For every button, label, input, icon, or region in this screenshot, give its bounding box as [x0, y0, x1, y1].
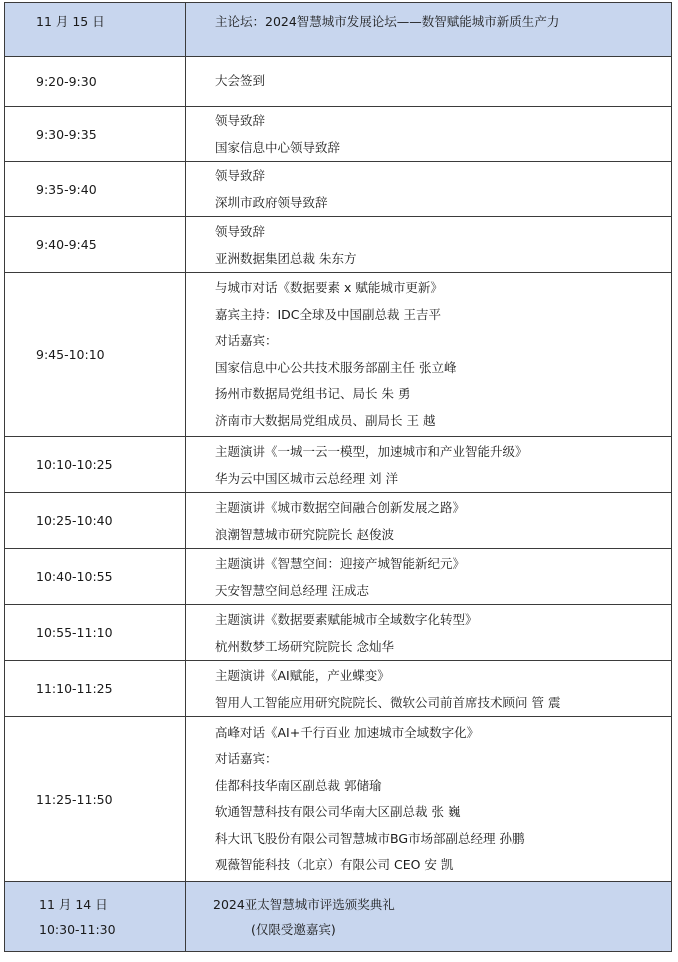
awards-datetime — [5, 882, 186, 952]
session-details — [186, 717, 672, 882]
session-details — [186, 437, 672, 493]
awards-row — [5, 882, 672, 952]
session-title: 主题演讲《数据要素赋能城市全域数字化转型》 — [215, 611, 478, 627]
session-line: 佳都科技华南区副总裁 郭储瑜 — [215, 777, 382, 793]
session-details — [186, 162, 672, 217]
session-details — [186, 605, 672, 661]
session-details — [186, 273, 672, 437]
awards-details — [186, 882, 672, 952]
session-time: 11:25-11:50 — [5, 717, 186, 882]
session-line: 天安智慧空间总经理 汪成志 — [215, 582, 369, 598]
session-line: 观薇智能科技（北京）有限公司 CEO 安 凯 — [215, 857, 454, 872]
session-line: 对话嘉宾： — [215, 751, 278, 766]
session-row — [5, 217, 672, 273]
session-title: 大会签到 — [215, 73, 266, 89]
session-row — [5, 605, 672, 661]
awards-note: (仅限受邀嘉宾) — [251, 921, 336, 937]
session-title: 领导致辞 — [215, 223, 266, 239]
session-title: 主题演讲《智慧空间：迎接产城智能新纪元》 — [215, 555, 466, 571]
session-time: 10:25-10:40 — [5, 493, 186, 549]
session-title: 主题演讲《城市数据空间融合创新发展之路》 — [215, 499, 466, 515]
agenda-table — [4, 2, 672, 952]
session-line: 国家信息中心公共技术服务部副主任 张立峰 — [215, 359, 457, 375]
session-time: 10:40-10:55 — [5, 549, 186, 605]
session-line: 嘉宾主持：IDC全球及中国副总裁 王吉平 — [215, 306, 442, 322]
session-row — [5, 493, 672, 549]
session-time: 9:45-10:10 — [5, 273, 186, 437]
session-title: 高峰对话《AI+千行百业 加速城市全域数字化》 — [215, 724, 480, 740]
session-line: 浪潮智慧城市研究院院长 赵俊波 — [215, 526, 394, 542]
session-row — [5, 273, 672, 437]
awards-date: 11 月 14 日 — [39, 896, 108, 912]
session-line: 扬州市数据局党组书记、局长 朱 勇 — [215, 386, 411, 401]
header-date: 11 月 15 日 — [5, 3, 186, 57]
session-time: 9:30-9:35 — [5, 107, 186, 162]
session-line: 智用人工智能应用研究院院长、微软公司前首席技术顾问 管 震 — [215, 694, 561, 710]
session-time: 9:40-9:45 — [5, 217, 186, 273]
session-details — [186, 57, 672, 107]
session-line: 对话嘉宾： — [215, 333, 278, 348]
agenda-header-row — [5, 3, 672, 57]
session-time: 10:55-11:10 — [5, 605, 186, 661]
session-row — [5, 57, 672, 107]
session-line: 济南市大数据局党组成员、副局长 王 越 — [215, 412, 436, 428]
session-time: 10:10-10:25 — [5, 437, 186, 493]
session-row — [5, 661, 672, 717]
session-row — [5, 107, 672, 162]
session-row — [5, 549, 672, 605]
session-title: 与城市对话《数据要素 x 赋能城市更新》 — [215, 280, 443, 295]
session-line: 软通智慧科技有限公司华南大区副总裁 张 巍 — [215, 804, 461, 819]
awards-title: 2024亚太智慧城市评选颁奖典礼 — [213, 896, 395, 912]
session-details — [186, 107, 672, 162]
session-line: 科大讯飞股份有限公司智慧城市BG市场部副总经理 孙鹏 — [215, 830, 525, 846]
session-line: 华为云中国区城市云总经理 刘 洋 — [215, 470, 398, 486]
session-row — [5, 437, 672, 493]
session-line: 杭州数梦工场研究院院长 念灿华 — [215, 638, 394, 654]
session-row — [5, 162, 672, 217]
session-line: 深圳市政府领导致辞 — [215, 195, 328, 210]
session-line: 国家信息中心领导致辞 — [215, 140, 341, 155]
session-title: 主题演讲《一城一云一模型，加速城市和产业智能升级》 — [215, 443, 528, 459]
session-line: 亚洲数据集团总裁 朱东方 — [215, 250, 357, 266]
session-time: 9:20-9:30 — [5, 57, 186, 107]
session-row — [5, 717, 672, 882]
session-title: 主题演讲《AI赋能，产业蝶变》 — [215, 667, 390, 683]
session-title: 领导致辞 — [215, 168, 266, 183]
session-details — [186, 493, 672, 549]
awards-time: 10:30-11:30 — [39, 921, 116, 937]
session-details — [186, 549, 672, 605]
session-details — [186, 217, 672, 273]
session-title: 领导致辞 — [215, 113, 266, 128]
session-time: 11:10-11:25 — [5, 661, 186, 717]
session-time: 9:35-9:40 — [5, 162, 186, 217]
header-title: 主论坛：2024智慧城市发展论坛——数智赋能城市新质生产力 — [186, 3, 672, 57]
session-details — [186, 661, 672, 717]
